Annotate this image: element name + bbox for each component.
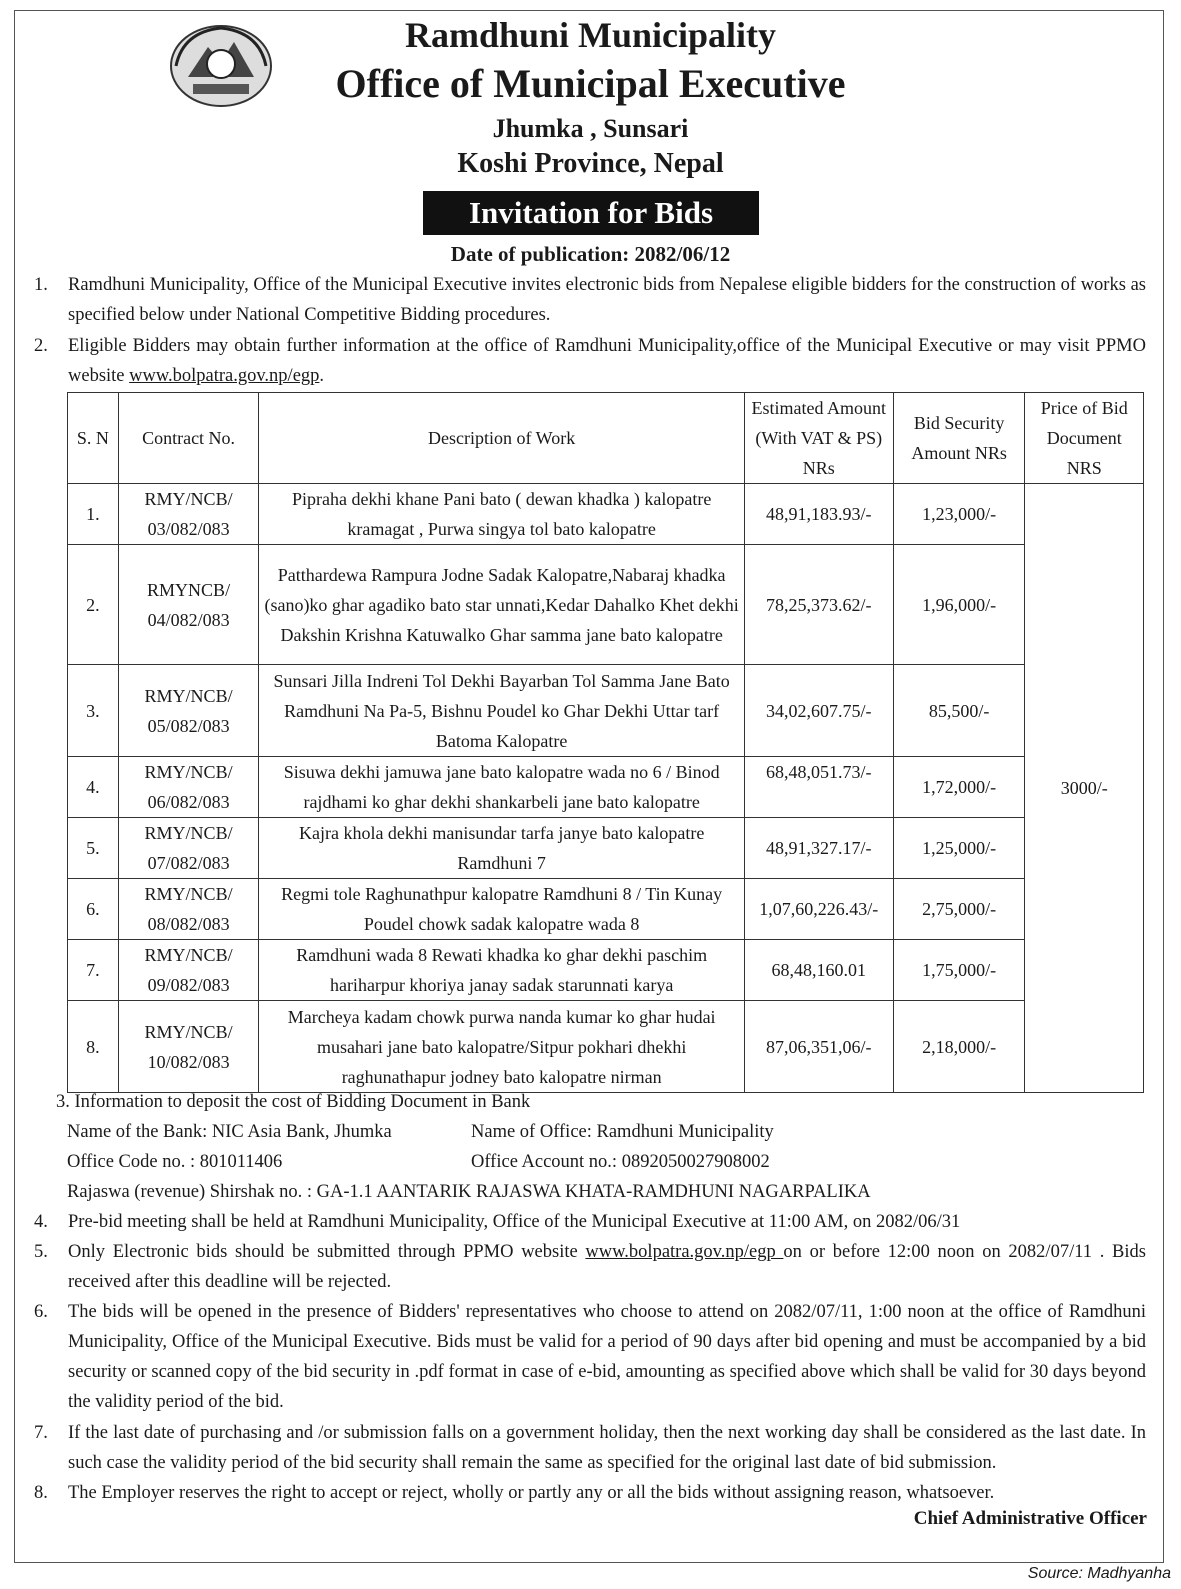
municipality-name: Ramdhuni Municipality [404,15,777,55]
table-row [68,484,1144,545]
clause-8: The Employer reserves the right to accept or reject, wholly or partly any or all the bids without assigning reason, whatsoever. [68,1483,995,1503]
office-name: Office of Municipal Executive [335,61,846,106]
clause-5 [68,1237,1146,1297]
row-description: Regmi tole Raghunathpur kalopatre Ramdhuni 8 / Tin Kunay Poudel chowk sadak kalopatre wada 8 [259,879,744,940]
notice-title: Invitation for Bids [423,191,759,235]
row-description: Pipraha dekhi khane Pani bato ( dewan khadka ) kalopatre kramagat , Purwa singya tol bato kalopatre [259,484,744,545]
row-description: Patthardewa Rampura Jodne Sadak Kalopatre,Nabaraj khadka (sano)ko ghar agadiko bato star unnati,Kedar Dahalko Khet dekhi Dakshin Krishna Katuwalko Ghar samma jane bato kalopatre [259,545,744,665]
clause-number: 8. [34,1483,48,1503]
row-description: Sunsari Jilla Indreni Tol Dekhi Bayarban Tol Samma Jane Bato Ramdhuni Na Pa-5, Bishnu Poudel ko Ghar Dekhi Uttar tarf Batoma Kalopatre [259,665,744,757]
revenue-heading: Rajaswa (revenue) Shirshak no. : GA-1.1 AANTARIK RAJASWA KHATA-RAMDHUNI NAGARPALIKA [67,1182,871,1202]
clause-6: The bids will be opened in the presence of Bidders' representatives who choose to attend on 2082/07/11, 1:00 noon at the office of Ramdhuni Municipality, Office of the Municipal Executive. Bids must be valid for a period of 90 days after bid opening and must be accompanied by a bid security or scanned copy of the bid security in .pdf format in case of e-bid, amounting as specified above which shall be valid for 30 days beyond the validity period of the bid. [68,1302,1146,1412]
bank-heading: 3. Information to deposit the cost of Bidding Document in Bank [56,1092,531,1112]
row-description: Ramdhuni wada 8 Rewati khadka ko ghar dekhi paschim hariharpur khoriya janay sadak starunnati karya [259,940,744,1001]
row-sn: 3. [68,665,119,757]
row-amount: 34,02,607.75/- [744,665,893,757]
row-sn: 6. [68,879,119,940]
row-sn: 2. [68,545,119,665]
publication-date: Date of publication: 2082/06/12 [450,242,731,266]
clause-number: 6. [34,1302,48,1322]
office-name-bank: Name of Office: Ramdhuni Municipality [471,1122,774,1142]
row-amount: 48,91,327.17/- [744,818,893,879]
row-amount: 68,48,051.73/- [744,757,893,818]
price-of-document: 3000/- [1025,484,1144,1093]
row-security: 85,500/- [893,665,1025,757]
province: Koshi Province, Nepal [457,148,724,179]
row-sn: 5. [68,818,119,879]
row-contract: RMY/NCB/ 10/082/083 [118,1001,259,1093]
row-amount: 1,07,60,226.43/- [744,879,893,940]
clause-1: Ramdhuni Municipality, Office of the Municipal Executive invites electronic bids from Nepalese eligible bidders for the construction of works as specified below under National Competitive Bidding procedures. [68,275,1146,325]
office-code: Office Code no. : 801011406 [67,1152,283,1172]
table-row [68,879,1144,940]
clause-number: 7. [34,1423,48,1443]
bids-table [67,392,1144,1093]
table-row [68,818,1144,879]
clause-text: Eligible Bidders may obtain further information at the office of Ramdhuni Municipality,office of the Municipal Executive or may visit PPMO website [68,336,1146,386]
clause-number: 2. [34,336,48,356]
row-sn: 1. [68,484,119,545]
header-contract: Contract No. [118,393,259,484]
row-security: 1,96,000/- [893,545,1025,665]
table-row [68,1001,1144,1093]
row-amount: 48,91,183.93/- [744,484,893,545]
row-amount: 78,25,373.62/- [744,545,893,665]
row-security: 1,72,000/- [893,757,1025,818]
row-contract: RMY/NCB/ 09/082/083 [118,940,259,1001]
row-security: 1,23,000/- [893,484,1025,545]
row-contract: RMY/NCB/ 05/082/083 [118,665,259,757]
row-security: 1,25,000/- [893,818,1025,879]
row-amount: 87,06,351,06/- [744,1001,893,1093]
bank-name: Name of the Bank: NIC Asia Bank, Jhumka [67,1122,392,1142]
header-price: Price of Bid Document NRS [1025,393,1144,484]
row-amount: 68,48,160.01 [744,940,893,1001]
table-row [68,757,1144,818]
location: Jhumka , Sunsari [492,114,689,143]
clause-4: Pre-bid meeting shall be held at Ramdhuni Municipality, Office of the Municipal Executive at 11:00 AM, on 2082/06/31 [68,1212,961,1232]
row-sn: 7. [68,940,119,1001]
header-security: Bid Security Amount NRs [893,393,1025,484]
table-row [68,665,1144,757]
clause-text: . [319,366,325,386]
ppmo-link[interactable]: www.bolpatra.gov.np/egp [129,366,320,386]
header-description: Description of Work [259,393,744,484]
clause-text: on or before 12:00 noon on 2082/07/11 . Bids received after this deadline will be rejected. [68,1242,1146,1292]
row-contract: RMY/NCB/ 06/082/083 [118,757,259,818]
row-contract: RMY/NCB/ 07/082/083 [118,818,259,879]
header-amount: Estimated Amount (With VAT & PS) NRs [744,393,893,484]
row-contract: RMYNCB/ 04/082/083 [118,545,259,665]
table-row [68,545,1144,665]
clause-number: 4. [34,1212,48,1232]
clause-number: 5. [34,1242,48,1262]
clause-number: 1. [34,275,48,295]
clause-text: Only Electronic bids should be submitted through PPMO website [68,1242,586,1262]
account-number: Office Account no.: 0892050027908002 [471,1152,770,1172]
row-contract: RMY/NCB/ 03/082/083 [118,484,259,545]
table-row [68,940,1144,1001]
ppmo-link[interactable]: www.bolpatra.gov.np/egp [585,1242,784,1262]
clause-7: If the last date of purchasing and /or submission falls on a government holiday, then the next working day shall be considered as the last date. In such case the validity period of the bid security shall remain the same as specified for the original last date of bid submission. [68,1423,1146,1473]
row-security: 2,18,000/- [893,1001,1025,1093]
row-sn: 8. [68,1001,119,1093]
header-sn: S. N [68,393,119,484]
clause-2 [68,331,1146,391]
signature: Chief Administrative Officer [913,1508,1147,1529]
row-description: Marcheya kadam chowk purwa nanda kumar ko ghar hudai musahari jane bato kalopatre/Sitpur pokhari dhekhi raghunathapur jodney bato kalopatre nirman [259,1001,744,1093]
row-description: Kajra khola dekhi manisundar tarfa janye bato kalopatre Ramdhuni 7 [259,818,744,879]
row-sn: 4. [68,757,119,818]
table-header-row [68,393,1144,484]
row-contract: RMY/NCB/ 08/082/083 [118,879,259,940]
row-security: 2,75,000/- [893,879,1025,940]
source-credit: Source: Madhyanha [1027,1565,1171,1582]
row-description: Sisuwa dekhi jamuwa jane bato kalopatre wada no 6 / Binod rajdhami ko ghar dekhi shankarbeli jane bato kalopatre [259,757,744,818]
row-security: 1,75,000/- [893,940,1025,1001]
